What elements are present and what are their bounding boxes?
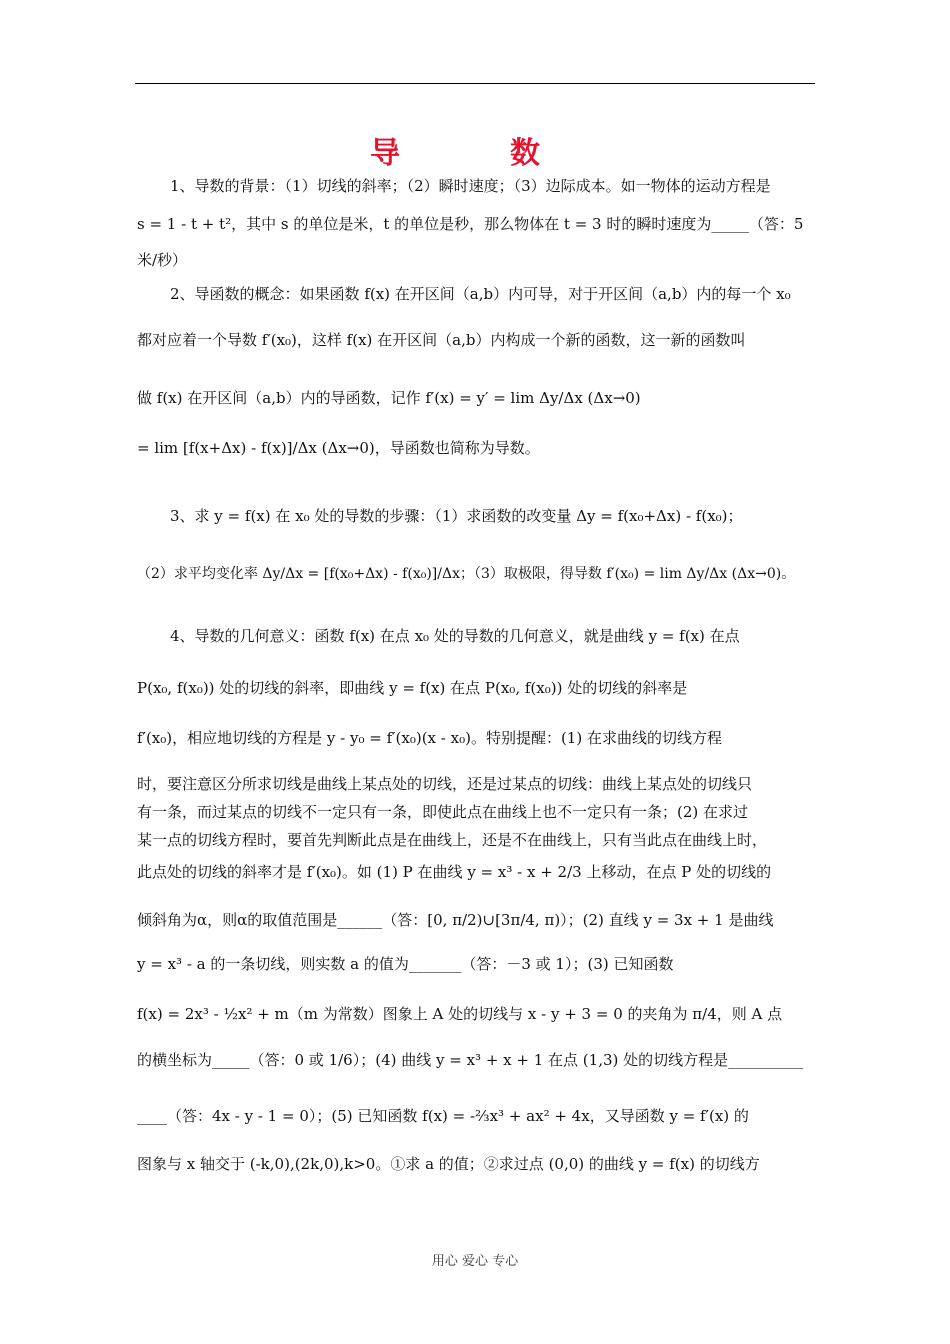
page-title: 导 数 [370,136,580,171]
para-4-line-4: 时，要注意区分所求切线是曲线上某点处的切线，还是过某点的切线：曲线上某点处的切线只 [137,775,753,793]
para-4-line-9: y = x³ - a 的一条切线，则实数 a 的值为_______（答：－3 或 1）；(3) 已知函数 [137,955,674,973]
para-4-line-6: 某一点的切线方程时，要首先判断此点是在曲线上，还是不在曲线上，只有当此点在曲线上时， [137,831,768,849]
para-4-line-5: 有一条，而过某点的切线不一定只有一条，即使此点在曲线上也不一定只有一条；(2) 在求过 [137,803,749,821]
para-2-line-1: 2、导函数的概念：如果函数 f(x) 在开区间（a,b）内可导，对于开区间（a,b）内的每一个 x₀ [170,285,791,303]
para-4-line-2: P(x₀, f(x₀)) 处的切线的斜率，即曲线 y = f(x) 在点 P(x₀, f(x₀)) 处的切线的斜率是 [137,679,688,697]
para-4-line-3: f′(x₀)，相应地切线的方程是 y - y₀ = f′(x₀)(x - x₀)。特别提醒：(1) 在求曲线的切线方程 [137,729,722,747]
para-4-line-11: 的横坐标为_____（答：0 或 1/6）；(4) 曲线 y = x³ + x + 1 在点 (1,3) 处的切线方程是__________ [137,1051,804,1069]
para-2-line-3: 做 f(x) 在开区间（a,b）内的导函数，记作 f′(x) = y′ = lim Δy/Δx (Δx→0) [137,389,641,407]
para-3-line-2: （2）求平均变化率 Δy/Δx = [f(x₀+Δx) - f(x₀)]/Δx；（3）取极限，得导数 f′(x₀) = lim Δy/Δx (Δx→0)。 [137,566,796,582]
para-1-line-2: s = 1 - t + t²，其中 s 的单位是米，t 的单位是秒，那么物体在 t = 3 时的瞬时速度为_____（答：5 [137,215,804,233]
para-2-line-2: 都对应着一个导数 f′(x₀)，这样 f(x) 在开区间（a,b）内构成一个新的函数，这一新的函数叫 [137,331,746,349]
para-4-line-10: f(x) = 2x³ - ½x² + m（m 为常数）图象上 A 处的切线与 x - y + 3 = 0 的夹角为 π/4，则 A 点 [137,1005,783,1023]
para-1-line-1: 1、导数的背景：（1）切线的斜率；（2）瞬时速度；（3）边际成本。如一物体的运动方程是 [170,177,771,195]
para-4-line-12: ____（答：4x - y - 1 = 0）；(5) 已知函数 f(x) = -⅔x³ + ax² + 4x，又导函数 y = f′(x) 的 [137,1107,749,1125]
para-4-line-7: 此点处的切线的斜率才是 f′(x₀)。如 (1) P 在曲线 y = x³ - x + 2/3 上移动，在点 P 处的切线的 [137,863,772,881]
para-4-line-8: 倾斜角为α，则α的取值范围是______（答：[0, π/2)∪[3π/4, π)）；(2) 直线 y = 3x + 1 是曲线 [137,911,774,929]
header-rule [135,83,815,84]
para-4-line-13: 图象与 x 轴交于 (-k,0),(2k,0),k>0。①求 a 的值；②求过点 (0,0) 的曲线 y = f(x) 的切线方 [137,1155,760,1173]
page-footer: 用心 爱心 专心 [431,1254,519,1269]
para-2-line-4: = lim [f(x+Δx) - f(x)]/Δx (Δx→0)，导函数也简称为导数。 [137,439,540,457]
para-4-line-1: 4、导数的几何意义：函数 f(x) 在点 x₀ 处的导数的几何意义，就是曲线 y = f(x) 在点 [170,627,740,645]
para-3-line-1: 3、求 y = f(x) 在 x₀ 处的导数的步骤：（1）求函数的改变量 Δy = f(x₀+Δx) - f(x₀)； [170,507,743,525]
para-1-line-3: 米/秒） [137,251,188,269]
